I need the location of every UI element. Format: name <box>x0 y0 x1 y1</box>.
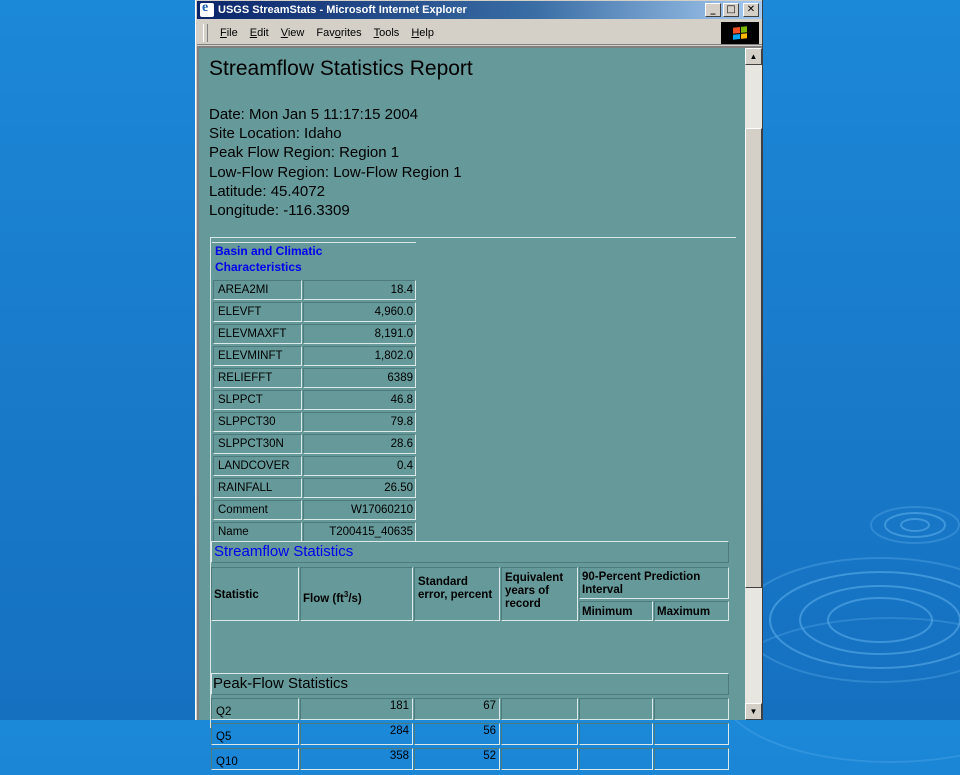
streamflow-table-title: Streamflow Statistics <box>211 541 729 563</box>
basin-characteristics-table <box>210 237 736 728</box>
report-date: Date: Mon Jan 5 11:17:15 2004 <box>209 106 419 123</box>
header-maximum: Maximum <box>654 601 729 621</box>
basin-characteristic-value: 46.8 <box>303 390 416 410</box>
basin-characteristic-name: SLPPCT <box>213 390 302 410</box>
maximum-cell <box>654 698 729 720</box>
windows-logo-throbber <box>721 22 759 44</box>
maximum-cell <box>654 748 729 770</box>
basin-row <box>212 455 417 477</box>
statistic-cell: Q5 <box>211 723 299 745</box>
menu-edit[interactable]: Edit <box>249 26 269 39</box>
basin-row <box>212 389 417 411</box>
flow-cell: 358 <box>300 748 413 770</box>
basin-table-body <box>212 279 417 543</box>
basin-row <box>212 279 417 301</box>
menu-file[interactable]: File <box>220 26 238 39</box>
equivalent-years-cell <box>501 723 578 745</box>
basin-characteristic-value: 1,802.0 <box>303 346 416 366</box>
basin-row <box>212 499 417 521</box>
site-location: Site Location: Idaho <box>209 125 342 143</box>
header-flow: Flow $(ft^3/s)$ <box>300 567 413 621</box>
basin-characteristic-value: T200415_40635 <box>303 522 416 542</box>
peak-flow-statistics-title: Peak-Flow Statistics <box>211 673 729 695</box>
windows-flag-icon <box>733 26 747 39</box>
header-minimum: Minimum <box>579 601 653 621</box>
menu-tools[interactable]: Tools <box>373 26 400 39</box>
basin-row <box>212 301 417 323</box>
header-prediction-interval: 90-Percent Prediction Interval <box>579 567 729 599</box>
report-page <box>199 48 744 768</box>
scroll-thumb[interactable] <box>745 128 762 588</box>
basin-characteristic-name: SLPPCT30N <box>213 434 302 454</box>
report-metadata <box>209 105 462 220</box>
statistic-cell: Q10 <box>211 748 299 770</box>
internet-explorer-icon <box>200 3 214 17</box>
flow-cell: 284 <box>300 723 413 745</box>
peak-flow-region: Peak Flow Region: Region 1 <box>209 144 400 162</box>
basin-characteristic-name: ELEVFT <box>213 302 302 322</box>
menu-help[interactable]: Help <box>411 26 434 39</box>
basin-characteristic-value: 26.50 <box>303 478 416 498</box>
standard-error-cell: 56 <box>414 723 500 745</box>
minimum-cell <box>579 698 653 720</box>
basin-characteristic-name: RAINFALL <box>213 478 302 498</box>
equivalent-years-cell <box>501 698 578 720</box>
vertical-scrollbar[interactable] <box>745 48 762 720</box>
basin-row <box>212 345 417 367</box>
minimize-button[interactable]: _ <box>705 3 721 17</box>
basin-row <box>212 477 417 499</box>
basin-characteristic-name: SLPPCT30 <box>213 412 302 432</box>
basin-row <box>212 323 417 345</box>
menu-view[interactable]: View <box>280 26 305 39</box>
window-title: USGS StreamStats - Microsoft Internet Explorer <box>218 4 467 16</box>
basin-characteristic-value: 18.4 <box>303 280 416 300</box>
basin-characteristic-name: AREA2MI <box>213 280 302 300</box>
minimum-cell <box>579 748 653 770</box>
basin-characteristic-value: 0.4 <box>303 456 416 476</box>
maximum-cell <box>654 723 729 745</box>
menu-bar <box>197 21 762 45</box>
basin-characteristic-name: ELEVMINFT <box>213 346 302 366</box>
basin-characteristic-value: 4,960.0 <box>303 302 416 322</box>
browser-content <box>197 46 762 768</box>
statistic-cell: Q2 <box>211 698 299 720</box>
basin-characteristic-value: 6389 <box>303 368 416 388</box>
basin-characteristic-name: RELIEFFT <box>213 368 302 388</box>
header-statistic: Statistic <box>211 567 299 621</box>
basin-row <box>212 367 417 389</box>
basin-characteristic-name: Name <box>213 522 302 542</box>
basin-characteristic-name: LANDCOVER <box>213 456 302 476</box>
basin-row <box>212 521 417 543</box>
title-bar[interactable] <box>197 1 762 19</box>
menu-favorites[interactable]: Favorites <box>316 26 362 39</box>
basin-characteristic-name: Comment <box>213 500 302 520</box>
latitude: Latitude: 45.4072 <box>209 182 325 200</box>
scroll-down-button[interactable]: ▼ <box>745 703 762 720</box>
scroll-up-button[interactable]: ▲ <box>745 48 762 65</box>
basin-characteristic-value: 8,191.0 <box>303 324 416 344</box>
report-title: Streamflow Statistics Report <box>209 57 473 80</box>
basin-row <box>212 433 417 455</box>
basin-characteristic-name: ELEVMAXFT <box>213 324 302 344</box>
basin-characteristic-value: W17060210 <box>303 500 416 520</box>
basin-characteristic-value: 79.8 <box>303 412 416 432</box>
toolbar-grip[interactable] <box>203 24 208 42</box>
flow-cell: 181 <box>300 698 413 720</box>
header-standard-error: Standard error, percent <box>414 567 500 621</box>
maximize-button[interactable]: □ <box>723 3 739 17</box>
close-button[interactable]: ✕ <box>743 3 759 17</box>
basin-row <box>212 411 417 433</box>
basin-table-heading: Basin and Climatic Characteristics <box>212 242 416 278</box>
equivalent-years-cell <box>501 748 578 770</box>
minimum-cell <box>579 723 653 745</box>
longitude: Longitude: -116.3309 <box>209 202 350 220</box>
standard-error-cell: 67 <box>414 698 500 720</box>
header-equivalent-years: Equivalent years of record <box>501 567 578 621</box>
low-flow-region: Low-Flow Region: Low-Flow Region 1 <box>209 163 462 181</box>
browser-window <box>195 0 763 768</box>
standard-error-cell: 52 <box>414 748 500 770</box>
basin-characteristic-value: 28.6 <box>303 434 416 454</box>
